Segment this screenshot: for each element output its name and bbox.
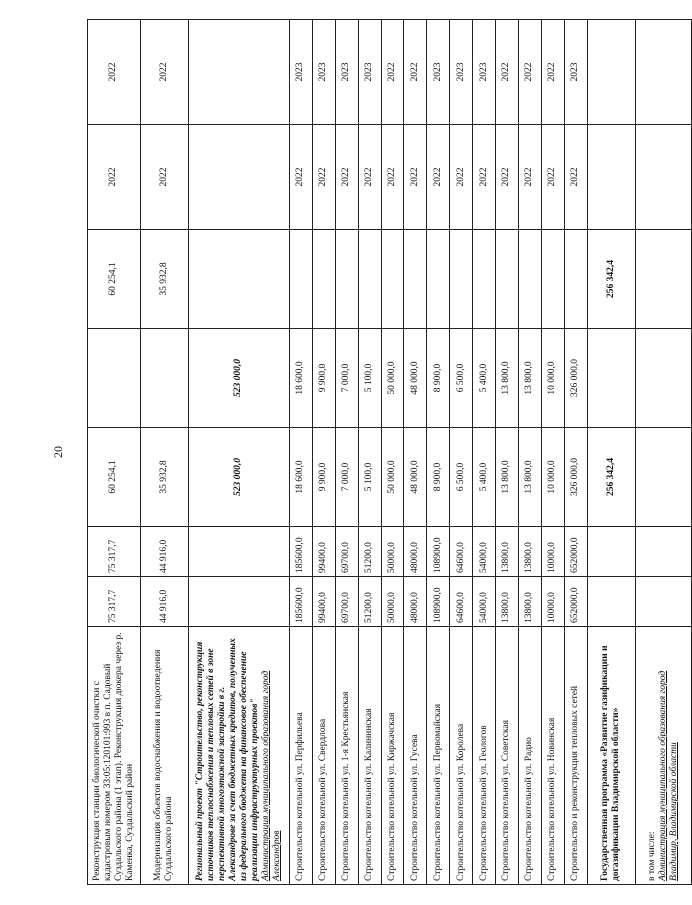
cell-funding-regional: [518, 230, 541, 329]
cell-funding-federal: 523 000,0: [188, 329, 289, 428]
cell-remaining-cost: 51200,0: [358, 527, 381, 577]
cell-funding-total: 5 100,0: [358, 428, 381, 527]
cell-funding-regional: [358, 230, 381, 329]
cell-total-cost: 13800,0: [495, 577, 518, 627]
cell-total-cost: 108900,0: [427, 577, 450, 627]
table-row: [140, 20, 188, 885]
cell-total-cost: [635, 577, 691, 627]
table-row: [564, 20, 587, 885]
table-row: [88, 20, 141, 885]
project-name: Строительство котельной ул. Гусева: [404, 627, 427, 885]
table-row: [518, 20, 541, 885]
table-row: [450, 20, 473, 885]
cell-remaining-cost: [188, 527, 289, 577]
project-name-label: в том числе:: [646, 831, 657, 881]
cell-funding-regional: [450, 230, 473, 329]
cell-remaining-cost: 108900,0: [427, 527, 450, 577]
project-name: Государственная программа «Развитие газификации и догазификации Владимирской области»: [587, 627, 635, 885]
cell-year-start: 2022: [381, 125, 404, 230]
cell-funding-regional: [312, 230, 335, 329]
cell-year-start: 2022: [312, 125, 335, 230]
cell-funding-total: 48 000,0: [404, 428, 427, 527]
project-name: [188, 627, 289, 885]
project-name: Реконструкция станции биологической очистки с кадастровым номером 33:05:120101:993 в п. Садовый Суздальского района (1 этап). Реконструкция дюкера через р. Каменка, Суздальский район: [88, 627, 141, 885]
cell-funding-federal: 8 900,0: [427, 329, 450, 428]
cell-funding-total: 523 000,0: [188, 428, 289, 527]
cell-funding-federal: 13 800,0: [495, 329, 518, 428]
cell-remaining-cost: 10000,0: [541, 527, 564, 577]
cell-funding-federal: 18 600,0: [289, 329, 312, 428]
projects-table: [87, 19, 692, 885]
cell-year-end: 2022: [140, 20, 188, 125]
page-number: 20: [51, 446, 65, 458]
project-name-main: Региональный проект "Строительство, реконструкция источников теплоснабжения и тепловых сетей в зоне перспективной многоэтажной застройки в г. Александрове за счет бюджетных кредитов, полученных из федерального бюджета на финансовое обеспечение реализации инфраструктурных проектов": [195, 638, 260, 881]
cell-funding-federal: 7 000,0: [335, 329, 358, 428]
cell-year-start: 2022: [88, 125, 141, 230]
project-name-executor: Администрация муниципального образования город Александров: [260, 670, 282, 881]
cell-total-cost: 13800,0: [518, 577, 541, 627]
cell-year-end: 2023: [289, 20, 312, 125]
table-row: [635, 20, 691, 885]
cell-remaining-cost: 50000,0: [381, 527, 404, 577]
cell-funding-total: 13 800,0: [495, 428, 518, 527]
cell-funding-regional: [541, 230, 564, 329]
cell-year-end: 2022: [495, 20, 518, 125]
cell-remaining-cost: 99400,0: [312, 527, 335, 577]
cell-year-start: 2022: [495, 125, 518, 230]
cell-funding-total: 35 932,8: [140, 428, 188, 527]
cell-funding-regional: [564, 230, 587, 329]
cell-total-cost: 64600,0: [450, 577, 473, 627]
cell-remaining-cost: 64600,0: [450, 527, 473, 577]
cell-remaining-cost: 44 916,0: [140, 527, 188, 577]
cell-remaining-cost: 75 317,7: [88, 527, 141, 577]
cell-funding-federal: [635, 329, 691, 428]
cell-funding-regional: [381, 230, 404, 329]
cell-year-end: [188, 20, 289, 125]
cell-total-cost: 185600,0: [289, 577, 312, 627]
cell-funding-regional: [289, 230, 312, 329]
cell-total-cost: [188, 577, 289, 627]
cell-year-end: [587, 20, 635, 125]
cell-year-start: 2022: [518, 125, 541, 230]
table-row: [541, 20, 564, 885]
cell-year-end: 2023: [358, 20, 381, 125]
cell-funding-regional: [404, 230, 427, 329]
cell-funding-federal: 10 000,0: [541, 329, 564, 428]
cell-funding-total: 326 000,0: [564, 428, 587, 527]
cell-year-end: 2022: [541, 20, 564, 125]
cell-year-end: 2023: [473, 20, 496, 125]
cell-funding-total: 5 400,0: [473, 428, 496, 527]
cell-funding-federal: 5 100,0: [358, 329, 381, 428]
cell-funding-regional: [188, 230, 289, 329]
cell-year-start: 2022: [564, 125, 587, 230]
cell-funding-federal: 9 900,0: [312, 329, 335, 428]
cell-remaining-cost: 69700,0: [335, 527, 358, 577]
cell-year-start: [188, 125, 289, 230]
cell-year-start: 2022: [541, 125, 564, 230]
project-name: [635, 627, 691, 885]
table-row: [289, 20, 312, 885]
cell-funding-total: 9 900,0: [312, 428, 335, 527]
cell-funding-total: 7 000,0: [335, 428, 358, 527]
cell-total-cost: 50000,0: [381, 577, 404, 627]
project-name: Строительство котельной ул. Новинская: [541, 627, 564, 885]
cell-year-start: 2022: [289, 125, 312, 230]
cell-remaining-cost: 652000,0: [564, 527, 587, 577]
cell-year-start: 2022: [450, 125, 473, 230]
cell-total-cost: 69700,0: [335, 577, 358, 627]
cell-total-cost: [587, 577, 635, 627]
cell-total-cost: 652000,0: [564, 577, 587, 627]
cell-funding-federal: 6 500,0: [450, 329, 473, 428]
table-row: [312, 20, 335, 885]
cell-funding-federal: 48 000,0: [404, 329, 427, 428]
cell-funding-total: 13 800,0: [518, 428, 541, 527]
cell-funding-federal: 50 000,0: [381, 329, 404, 428]
cell-year-end: 2022: [404, 20, 427, 125]
cell-funding-regional: 60 254,1: [88, 230, 141, 329]
cell-funding-federal: [88, 329, 141, 428]
cell-funding-regional: [495, 230, 518, 329]
cell-remaining-cost: 54000,0: [473, 527, 496, 577]
cell-year-end: 2023: [312, 20, 335, 125]
cell-funding-regional: 256 342,4: [587, 230, 635, 329]
cell-year-start: 2022: [427, 125, 450, 230]
cell-funding-regional: [427, 230, 450, 329]
cell-year-start: [635, 125, 691, 230]
cell-total-cost: 51200,0: [358, 577, 381, 627]
project-name: Строительство котельной ул. Королева: [450, 627, 473, 885]
cell-year-start: 2022: [404, 125, 427, 230]
project-name-executor: Администрация муниципального образования город Владимир, Владимирской области: [657, 670, 679, 881]
cell-remaining-cost: [635, 527, 691, 577]
cell-funding-regional: 35 932,8: [140, 230, 188, 329]
cell-remaining-cost: 185600,0: [289, 527, 312, 577]
cell-remaining-cost: 48000,0: [404, 527, 427, 577]
cell-total-cost: 44 916,0: [140, 577, 188, 627]
cell-year-start: 2022: [473, 125, 496, 230]
project-name: Строительство котельной ул. Геологов: [473, 627, 496, 885]
cell-remaining-cost: [587, 527, 635, 577]
cell-funding-federal: 13 800,0: [518, 329, 541, 428]
cell-year-start: 2022: [358, 125, 381, 230]
table-row: [427, 20, 450, 885]
cell-funding-total: 18 600,0: [289, 428, 312, 527]
cell-funding-total: 6 500,0: [450, 428, 473, 527]
project-name: Модернизация объектов водоснабжения и водоотведения Суздальского района: [140, 627, 188, 885]
cell-remaining-cost: 13800,0: [518, 527, 541, 577]
cell-total-cost: 10000,0: [541, 577, 564, 627]
table-row: [358, 20, 381, 885]
cell-year-end: 2022: [88, 20, 141, 125]
cell-funding-total: 50 000,0: [381, 428, 404, 527]
project-name: Строительство и реконструкция тепловых сетей: [564, 627, 587, 885]
cell-funding-total: 8 900,0: [427, 428, 450, 527]
cell-funding-total: [635, 428, 691, 527]
cell-year-end: 2023: [450, 20, 473, 125]
project-name: Строительство котельной ул. Перфильева: [289, 627, 312, 885]
project-name: Строительство котельной ул. Советская: [495, 627, 518, 885]
cell-year-end: [635, 20, 691, 125]
table-row: [473, 20, 496, 885]
table-body: [88, 20, 692, 885]
table-row: [587, 20, 635, 885]
cell-total-cost: 75 317,7: [88, 577, 141, 627]
cell-funding-regional: [335, 230, 358, 329]
project-name: Строительство котельной ул. 1-я Крестьянская: [335, 627, 358, 885]
cell-year-end: 2022: [518, 20, 541, 125]
cell-year-start: [587, 125, 635, 230]
cell-funding-federal: 5 400,0: [473, 329, 496, 428]
table-row: [335, 20, 358, 885]
table-row: [381, 20, 404, 885]
table-row: [188, 20, 289, 885]
cell-year-start: 2022: [140, 125, 188, 230]
project-name: Строительство котельной ул. Киржачская: [381, 627, 404, 885]
project-name: Строительство котельной ул. Свердлова: [312, 627, 335, 885]
cell-funding-total: 60 254,1: [88, 428, 141, 527]
project-name: Строительство котельной ул. Первомайская: [427, 627, 450, 885]
project-name: Строительство котельной ул. Калининская: [358, 627, 381, 885]
table-row: [495, 20, 518, 885]
cell-year-end: 2022: [381, 20, 404, 125]
project-name: Строительство котельной ул. Радио: [518, 627, 541, 885]
cell-total-cost: 48000,0: [404, 577, 427, 627]
table-row: [404, 20, 427, 885]
rotated-table-wrapper: [87, 20, 692, 885]
cell-remaining-cost: 13800,0: [495, 527, 518, 577]
cell-funding-regional: [635, 230, 691, 329]
cell-funding-total: 10 000,0: [541, 428, 564, 527]
cell-year-end: 2023: [335, 20, 358, 125]
cell-funding-federal: 326 000,0: [564, 329, 587, 428]
cell-year-end: 2023: [427, 20, 450, 125]
cell-funding-federal: [587, 329, 635, 428]
cell-total-cost: 99400,0: [312, 577, 335, 627]
cell-year-start: 2022: [335, 125, 358, 230]
cell-funding-federal: [140, 329, 188, 428]
cell-funding-regional: [473, 230, 496, 329]
cell-funding-total: 256 342,4: [587, 428, 635, 527]
cell-year-end: 2023: [564, 20, 587, 125]
cell-total-cost: 54000,0: [473, 577, 496, 627]
